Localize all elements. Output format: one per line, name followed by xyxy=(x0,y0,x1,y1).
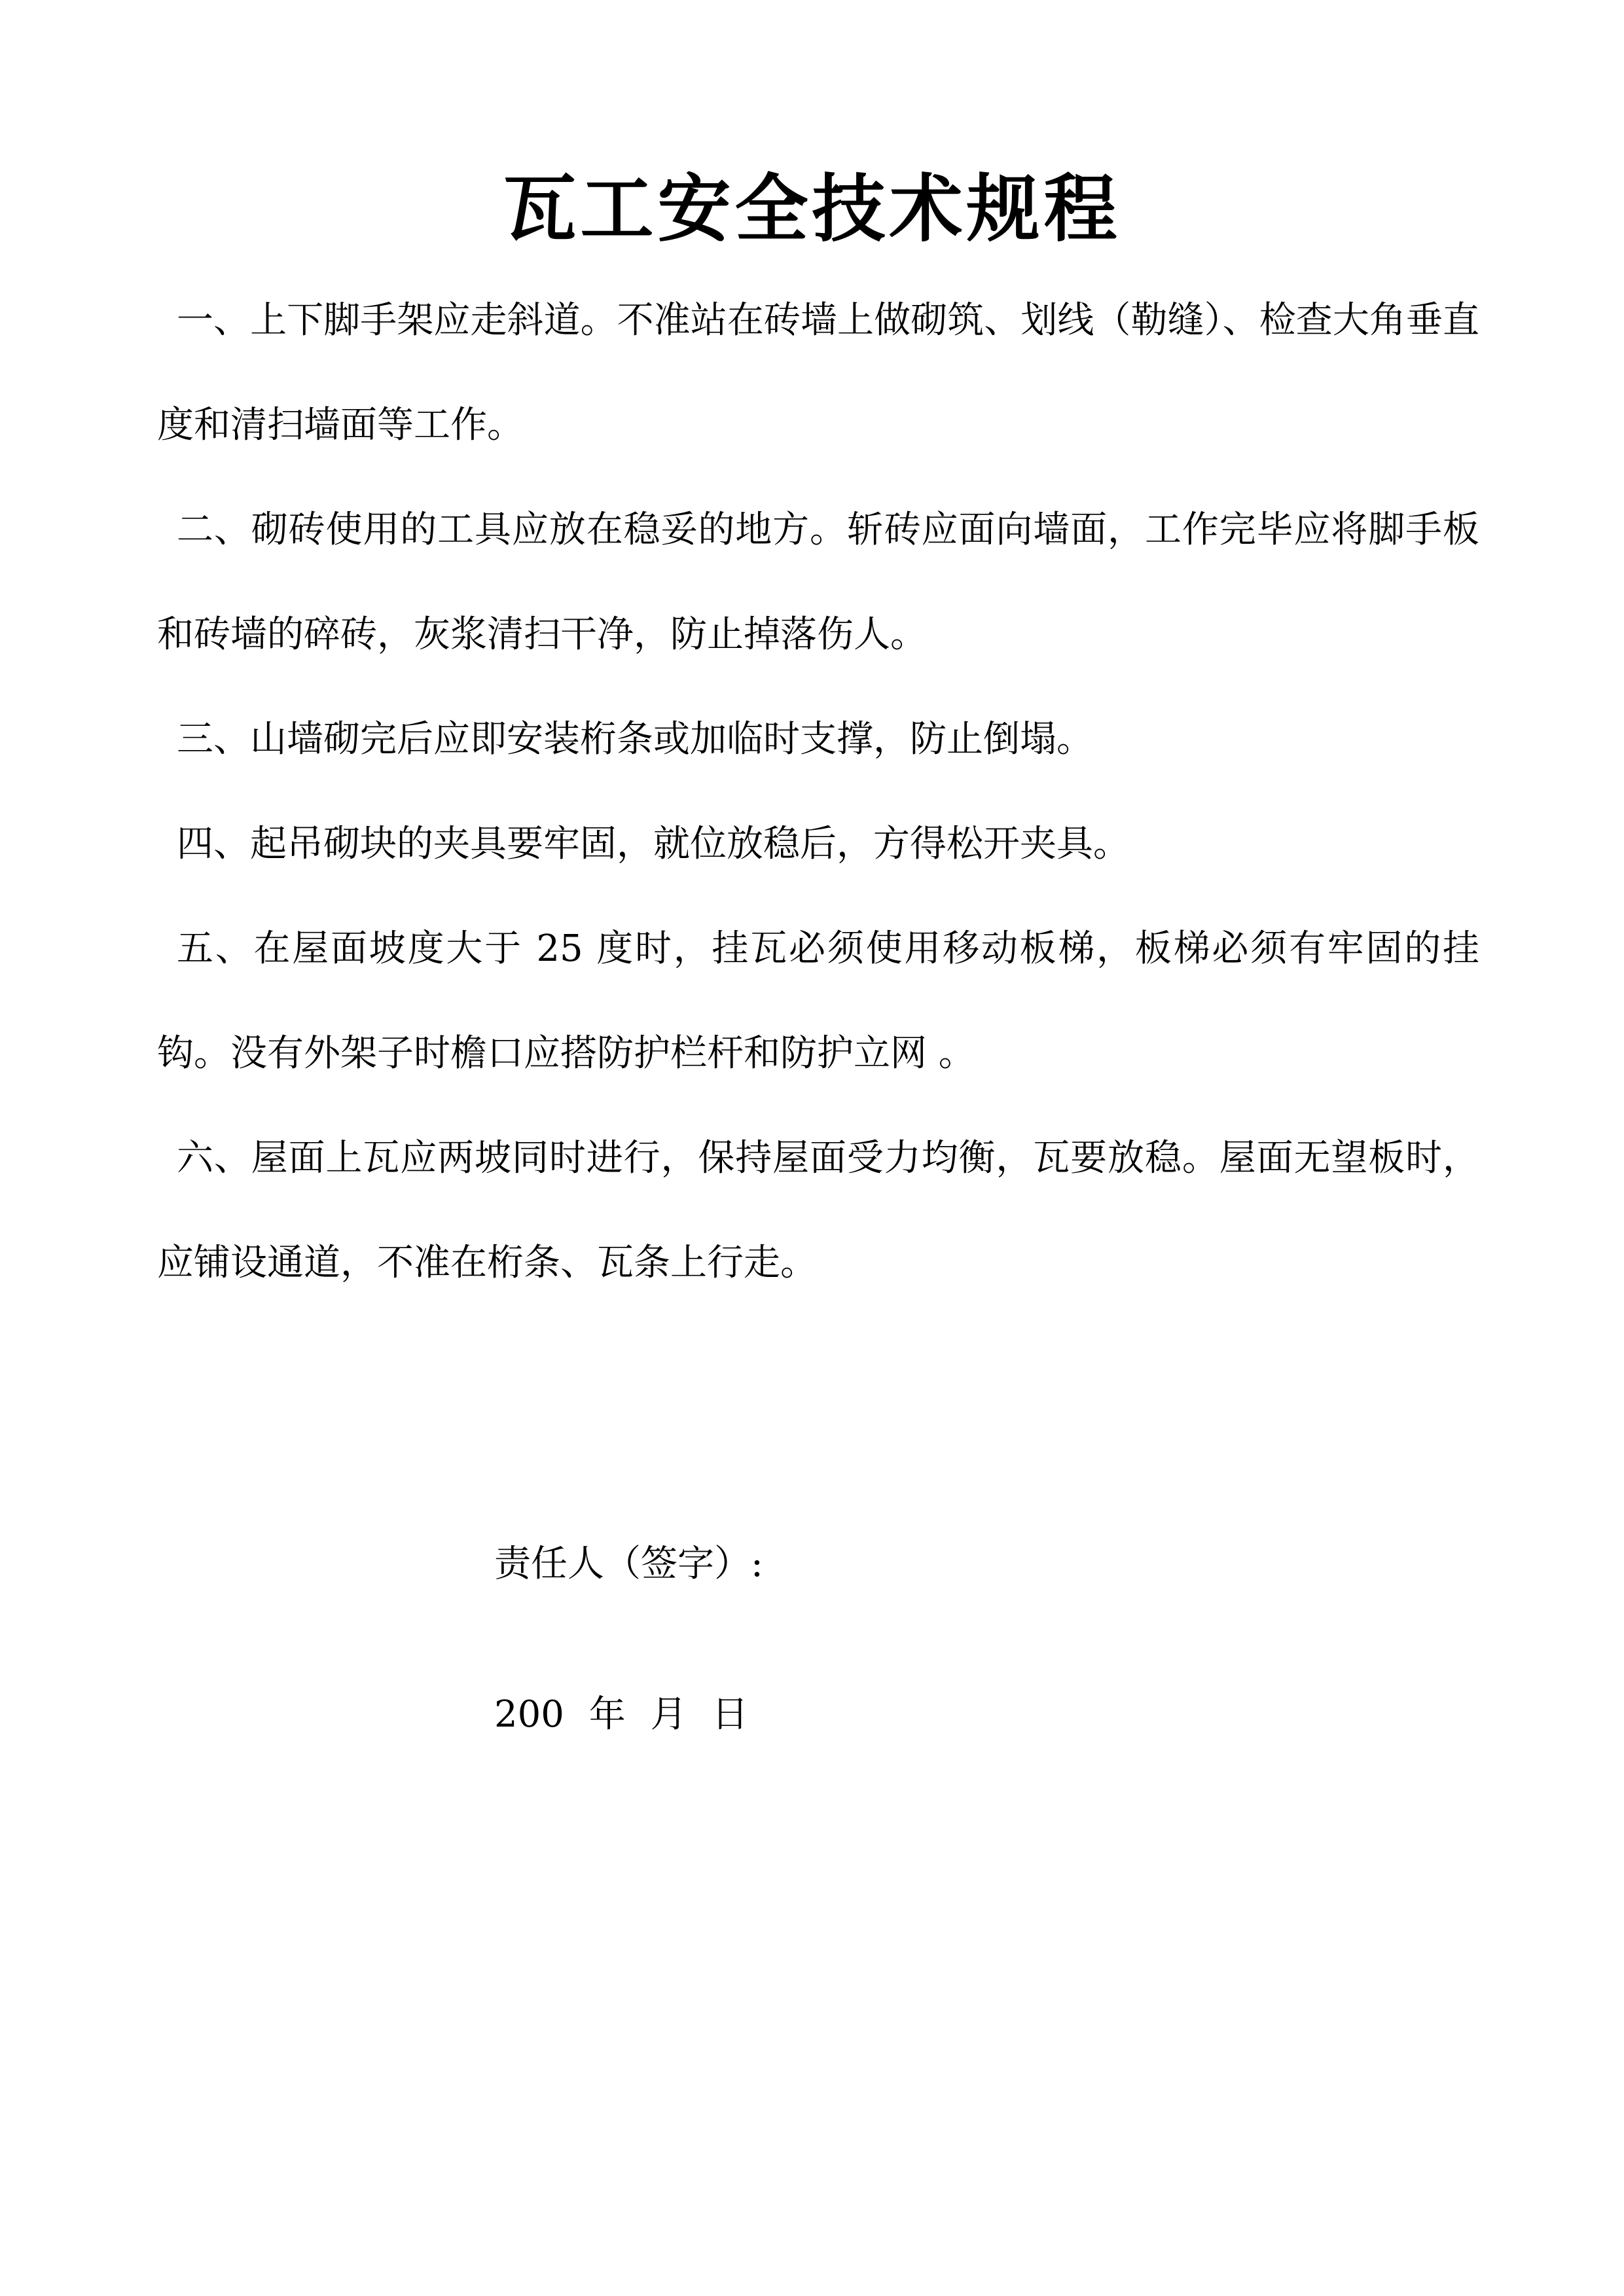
rule-paragraph-5: 五、在屋面坡度大于 25 度时，挂瓦必须使用移动板梯，板梯必须有牢固的挂钩。没有外架子时檐口应搭防护栏杆和防护立网 。 xyxy=(157,927,1479,1075)
rule-paragraph-6: 六、屋面上瓦应两坡同时进行，保持屋面受力均衡，瓦要放稳。屋面无望板时，应铺设通道，不准在桁条、瓦条上行走。 xyxy=(157,1137,1479,1284)
responsible-person-label: 责任人（签字）: xyxy=(494,1543,763,1585)
date-line: 200 年 月 日 xyxy=(494,1693,749,1736)
rule-paragraph-1: 一、上下脚手架应走斜道。不准站在砖墙上做砌筑、划线（勒缝）、检查大角垂直度和清扫墙面等工作。 xyxy=(157,299,1479,446)
rule-paragraph-3: 三、山墙砌完后应即安装桁条或加临时支撑，防止倒塌。 xyxy=(177,718,1093,761)
rule-paragraph-2: 二、砌砖使用的工具应放在稳妥的地方。斩砖应面向墙面，工作完毕应将脚手板和砖墙的碎砖，灰浆清扫干净，防止掉落伤人。 xyxy=(157,509,1479,656)
document-body xyxy=(157,268,1479,1316)
document-title: 瓦工安全技术规程 xyxy=(503,167,1121,252)
rule-paragraph-4: 四、起吊砌块的夹具要牢固，就位放稳后，方得松开夹具。 xyxy=(177,823,1130,865)
